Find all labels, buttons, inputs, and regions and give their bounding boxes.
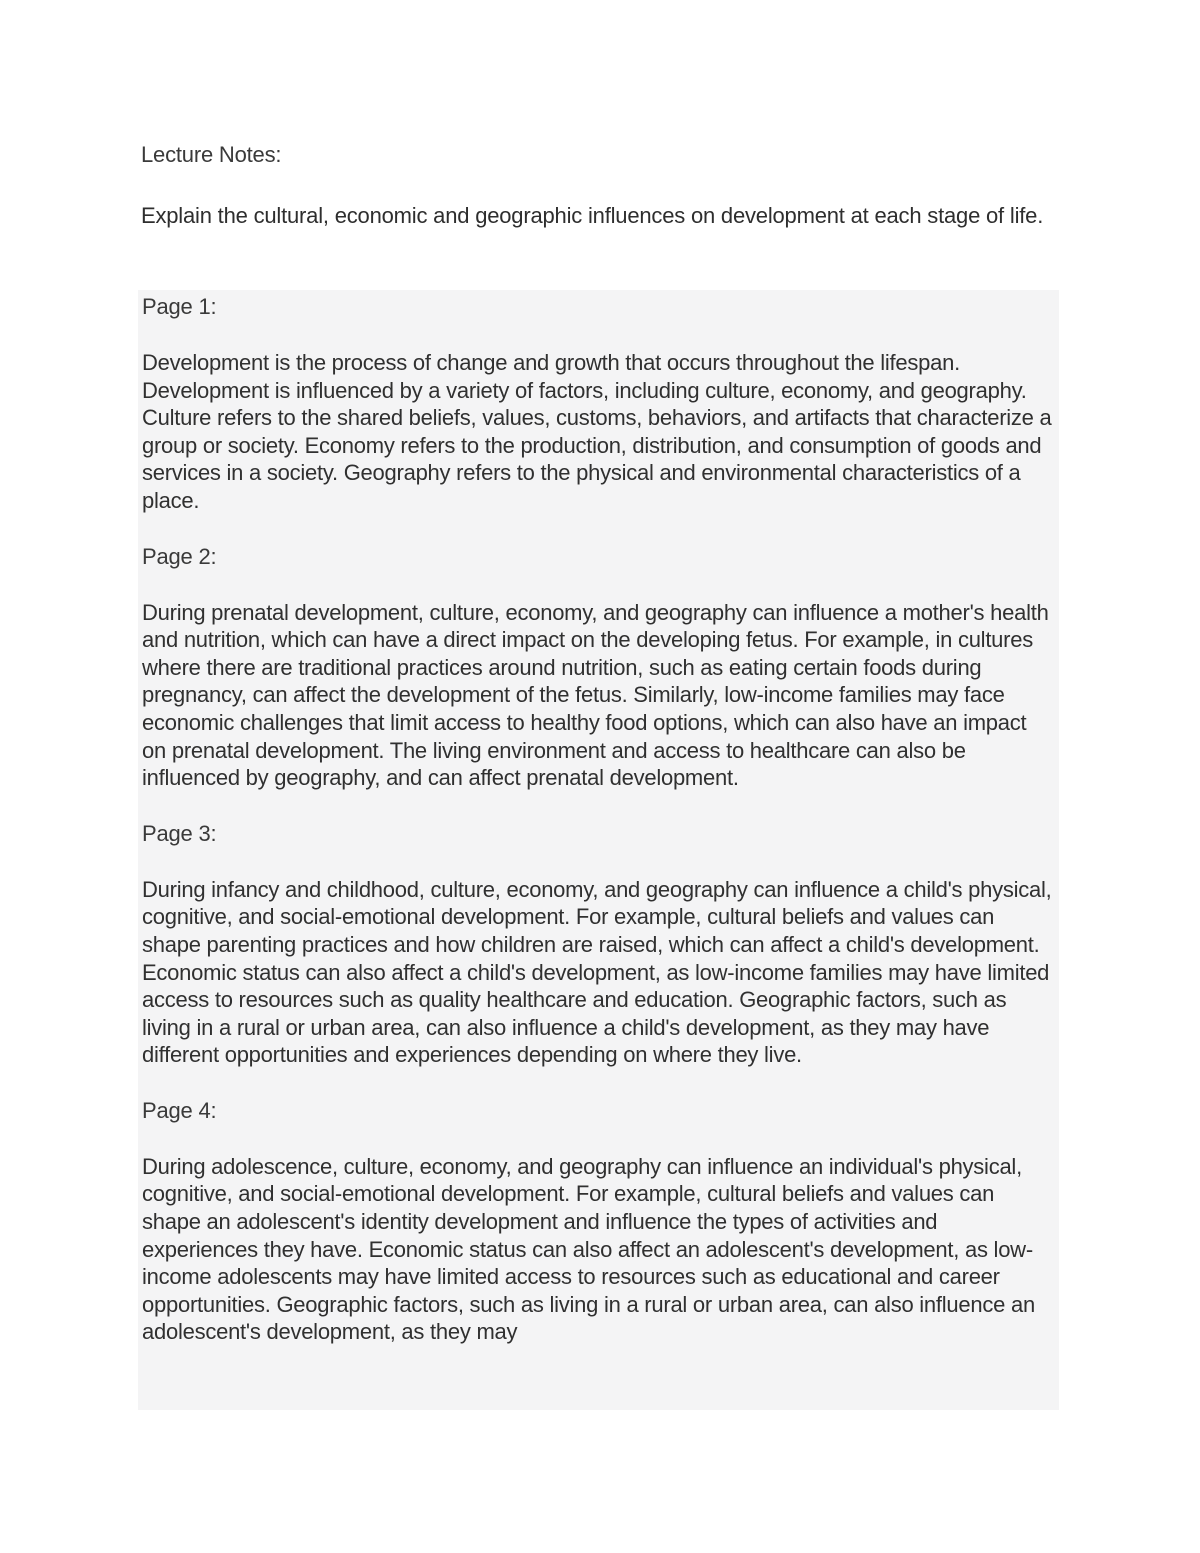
section-label-page-3: Page 3: (142, 820, 217, 846)
assignment-prompt: Explain the cultural, economic and geographic influences on development at each stage of life. (141, 203, 1044, 228)
section-text-page-3: During infancy and childhood, culture, economy, and geography can influence a child's physical, cognitive, and social-emotional development. For example, cultural beliefs and values can shape parenting practices and how children are raised, which can affect a child's development. Economic status can also affect a child's development, as low-income families may have limited access to resources such as quality healthcare and education. Geographic factors, such as living in a rural or urban area, can also influence a child's development, as they may have different opportunities and experiences depending on where they live. (142, 876, 1052, 1068)
section-text-page-4: During adolescence, culture, economy, and geography can influence an individual's physical, cognitive, and social-emotional development. For example, cultural beliefs and values can shape an adolescent's identity development and influence the types of activities and experiences they have. Economic status can also affect an adolescent's development, as low-income adolescents may have limited access to resources such as educational and career opportunities. Geographic factors, such as living in a rural or urban area, can also influence an adolescent's development, as they may (142, 1153, 1035, 1345)
section-label-page-4: Page 4: (142, 1097, 217, 1123)
document-heading: Lecture Notes: (141, 142, 282, 167)
section-text-page-2: During prenatal development, culture, economy, and geography can influence a mother's health and nutrition, which can have a direct impact on the developing fetus. For example, in cultures where there are traditional practices around nutrition, such as eating certain foods during pregnancy, can affect the development of the fetus. Similarly, low-income families may face economic challenges that limit access to healthy food options, which can also have an impact on prenatal development. The living environment and access to healthcare can also be influenced by geography, and can affect prenatal development. (142, 599, 1049, 791)
notes-content-box (138, 290, 1059, 1410)
section-label-page-1: Page 1: (142, 294, 217, 319)
section-text-page-1: Development is the process of change and growth that occurs throughout the lifespan. Development is influenced by a variety of factors, including culture, economy, and geography. Culture refers to the shared beliefs, values, customs, behaviors, and artifacts that characterize a group or society. Economy refers to the production, distribution, and consumption of goods and services in a society. Geography refers to the physical and environmental characteristics of a place. (142, 350, 1052, 513)
section-label-page-2: Page 2: (142, 543, 217, 569)
